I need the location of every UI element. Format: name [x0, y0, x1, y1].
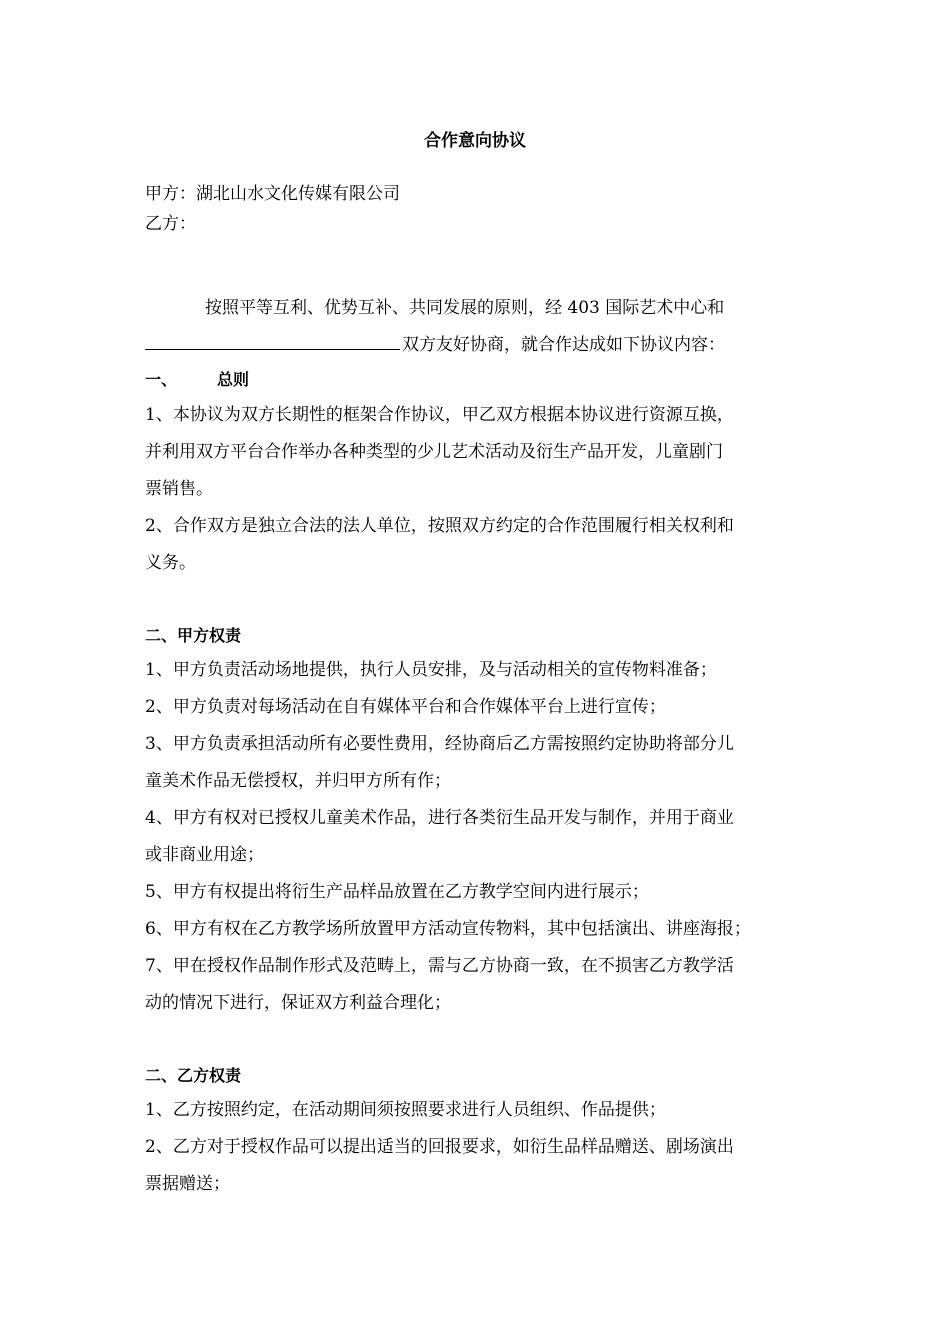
intro-line-2: [145, 333, 817, 357]
section-1-line: 票销售。: [145, 479, 213, 499]
section-1-number: 一、: [145, 370, 178, 389]
section-2-line: 或非商业用途；: [145, 845, 264, 865]
section-1-line: 义务。: [145, 553, 196, 573]
section-1-line: 2、合作双方是独立合法的法人单位，按照双方约定的合作范围履行相关权利和: [145, 516, 734, 536]
section-2-line: 3、甲方负责承担活动所有必要性费用，经协商后乙方需按照约定协助将部分儿: [145, 734, 734, 754]
intro-line-1: 按照平等互利、优势互补、共同发展的原则，经 403 国际艺术中心和: [205, 298, 725, 318]
section-3-heading: 二、乙方权责: [145, 1066, 242, 1085]
section-2-line: 1、甲方负责活动场地提供，执行人员安排，及与活动相关的宣传物料准备；: [145, 660, 717, 680]
signature-blank: [145, 333, 400, 350]
section-1-title: 总则: [217, 370, 250, 389]
section-1-line: 1、本协议为双方长期性的框架合作协议，甲乙双方根据本协议进行资源互换，: [145, 405, 734, 425]
section-2-line: 5、甲方有权提出将衍生产品样品放置在乙方教学空间内进行展示；: [145, 882, 649, 902]
party-a-line: 甲方：湖北山水文化传媒有限公司: [145, 184, 400, 204]
section-2-heading: 二、甲方权责: [145, 626, 242, 645]
intro-line-2-text: 双方友好协商，就合作达成如下协议内容：: [402, 335, 725, 355]
section-2-line: 童美术作品无偿授权，并归甲方所有作；: [145, 771, 451, 791]
document-title: 合作意向协议: [424, 131, 526, 151]
section-3-line: 1、乙方按照约定，在活动期间须按照要求进行人员组织、作品提供；: [145, 1100, 666, 1120]
section-2-line: 7、甲在授权作品制作形式及范畴上，需与乙方协商一致，在不损害乙方教学活: [145, 956, 734, 976]
section-2-line: 6、甲方有权在乙方教学场所放置甲方活动宣传物料，其中包括演出、讲座海报；: [145, 919, 751, 939]
section-3-line: 2、乙方对于授权作品可以提出适当的回报要求，如衍生品样品赠送、剧场演出: [145, 1137, 734, 1157]
section-2-line: 4、甲方有权对已授权儿童美术作品，进行各类衍生品开发与制作，并用于商业: [145, 808, 734, 828]
section-3-line: 票据赠送；: [145, 1174, 230, 1194]
section-2-line: 动的情况下进行，保证双方利益合理化；: [145, 993, 451, 1013]
section-1-heading: [145, 368, 249, 392]
section-2-line: 2、甲方负责对每场活动在自有媒体平台和合作媒体平台上进行宣传；: [145, 697, 666, 717]
section-1-line: 并利用双方平台合作举办各种类型的少儿艺术活动及衍生产品开发，儿童剧门: [145, 442, 723, 462]
party-b-line: 乙方：: [145, 214, 196, 234]
